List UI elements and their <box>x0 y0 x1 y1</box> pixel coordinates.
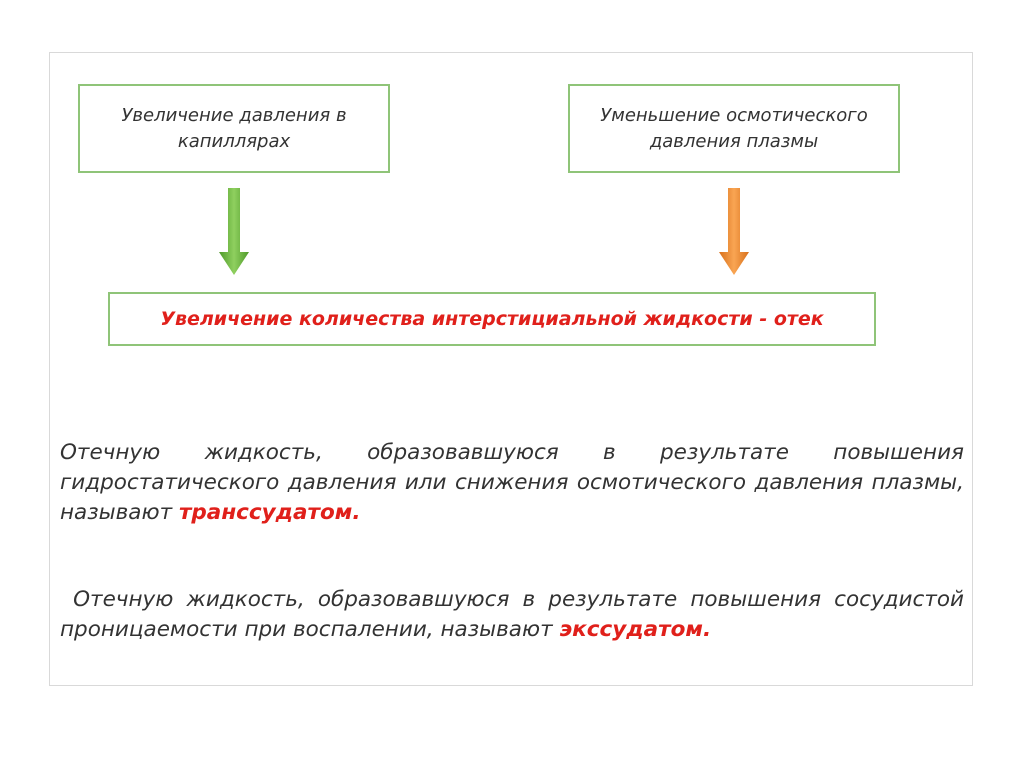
paragraph-transudate-text: Отечную жидкость, образовавшуюся в результате повышения гидростатического давления или снижения осмотического давления плазмы, называют <box>60 440 964 525</box>
paragraph-exudate-text: Отечную жидкость, образовавшуюся в результате повышения сосудистой проницаемости при воспалении, называют <box>60 587 971 642</box>
arrow-down-green-icon <box>218 188 250 276</box>
paragraph-exudate <box>60 585 971 645</box>
box-capillary-pressure <box>78 84 390 173</box>
term-transudate: транссудатом. <box>178 500 361 525</box>
term-exudate: экссудатом. <box>559 617 712 642</box>
box-osmotic-pressure-label: Уменьшение осмотического давления плазмы <box>600 104 868 152</box>
paragraph-transudate <box>60 438 964 528</box>
box-edema-label: Увеличение количества интерстициальной жидкости - отек <box>160 308 824 330</box>
box-edema <box>108 292 876 346</box>
arrow-down-orange-icon <box>718 188 750 276</box>
box-capillary-pressure-label: Увеличение давления в капиллярах <box>121 104 347 152</box>
box-osmotic-pressure <box>568 84 900 173</box>
